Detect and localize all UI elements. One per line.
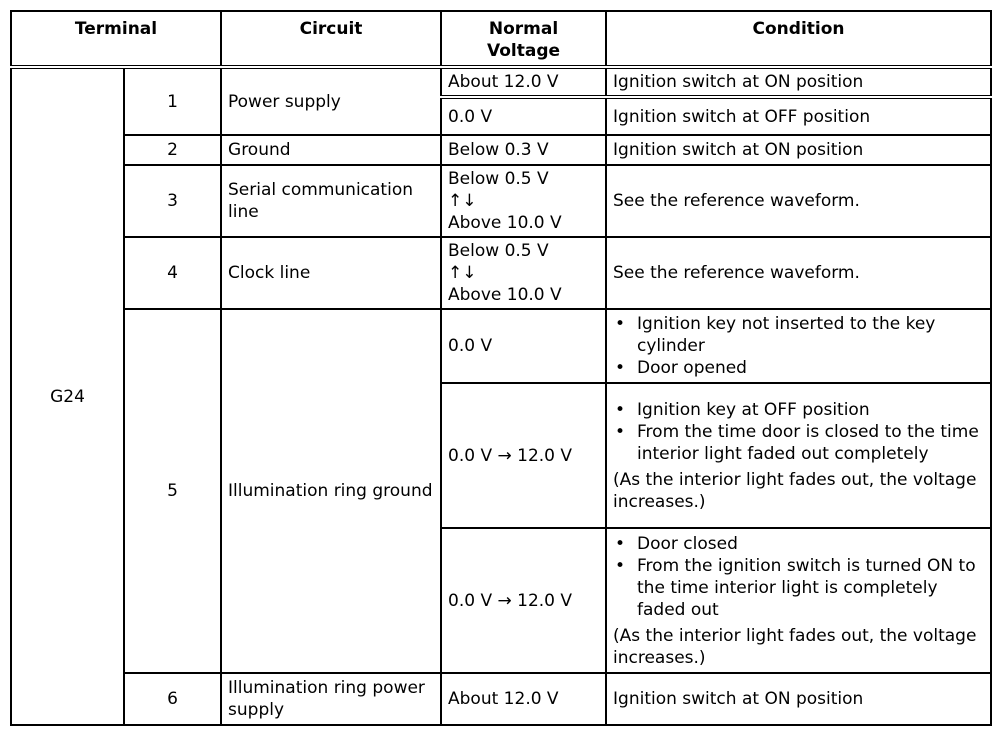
list-item: • Ignition key at OFF position — [613, 399, 984, 421]
voltage-value — [441, 165, 606, 237]
circuit-name: Illumination ring power supply — [221, 673, 441, 725]
terminal-number: 3 — [124, 165, 221, 237]
circuit-name: Clock line — [221, 237, 441, 309]
circuit-name: Ground — [221, 135, 441, 165]
condition-text: Ignition switch at ON position — [606, 673, 991, 725]
header-condition: Condition — [606, 11, 991, 67]
toggle-arrow-icon: ↑↓ — [448, 191, 477, 211]
voltage-value — [441, 237, 606, 309]
voltage-value: Below 0.3 V — [441, 135, 606, 165]
list-item: • Door closed — [613, 533, 984, 555]
voltage-low: Below 0.5 V — [448, 169, 549, 189]
header-circuit: Circuit — [221, 11, 441, 67]
voltage-value: 0.0 V — [441, 97, 606, 135]
list-item: • From the ignition switch is turned ON to the time interior light is completely faded out — [613, 555, 984, 621]
condition-list — [613, 399, 984, 465]
voltage-value: 0.0 V — [441, 309, 606, 383]
condition-text: See the reference waveform. — [606, 165, 991, 237]
voltage-value: About 12.0 V — [441, 673, 606, 725]
list-item: • From the time door is closed to the time interior light faded out completely — [613, 421, 984, 465]
terminal-table — [10, 10, 992, 726]
list-item: • Ignition key not inserted to the key cylinder — [613, 313, 984, 357]
voltage-high: Above 10.0 V — [448, 213, 562, 233]
condition-text: Ignition switch at OFF position — [606, 97, 991, 135]
condition-text: Ignition switch at ON position — [606, 135, 991, 165]
voltage-low: Below 0.5 V — [448, 241, 549, 261]
condition-list — [613, 313, 984, 379]
condition-text — [606, 528, 991, 673]
circuit-name: Power supply — [221, 67, 441, 135]
terminal-number: 2 — [124, 135, 221, 165]
terminal-number: 6 — [124, 673, 221, 725]
terminal-number: 5 — [124, 309, 221, 673]
condition-note: (As the interior light fades out, the voltage increases.) — [613, 469, 977, 512]
condition-note: (As the interior light fades out, the voltage increases.) — [613, 625, 977, 668]
list-item: • Door opened — [613, 357, 984, 379]
table-row — [11, 673, 991, 725]
circuit-name: Serial communication line — [221, 165, 441, 237]
condition-list — [613, 533, 984, 621]
connector-cell: G24 — [11, 67, 124, 725]
terminal-number: 4 — [124, 237, 221, 309]
table-row — [11, 309, 991, 383]
toggle-arrow-icon: ↑↓ — [448, 263, 477, 283]
terminal-number: 1 — [124, 67, 221, 135]
condition-text — [606, 309, 991, 383]
table-row — [11, 67, 991, 97]
condition-text: Ignition switch at ON position — [606, 67, 991, 97]
header-voltage-line2: Voltage — [487, 41, 561, 61]
table-row — [11, 165, 991, 237]
circuit-name: Illumination ring ground — [221, 309, 441, 673]
table-row — [11, 237, 991, 309]
voltage-value: About 12.0 V — [441, 67, 606, 97]
header-normal-voltage — [441, 11, 606, 67]
voltage-value: 0.0 V → 12.0 V — [441, 528, 606, 673]
header-terminal: Terminal — [11, 11, 221, 67]
header-voltage-line1: Normal — [488, 19, 559, 39]
table-row — [11, 135, 991, 165]
condition-text — [606, 383, 991, 528]
voltage-value: 0.0 V → 12.0 V — [441, 383, 606, 528]
header-row — [11, 11, 991, 67]
voltage-high: Above 10.0 V — [448, 285, 562, 305]
condition-text: See the reference waveform. — [606, 237, 991, 309]
